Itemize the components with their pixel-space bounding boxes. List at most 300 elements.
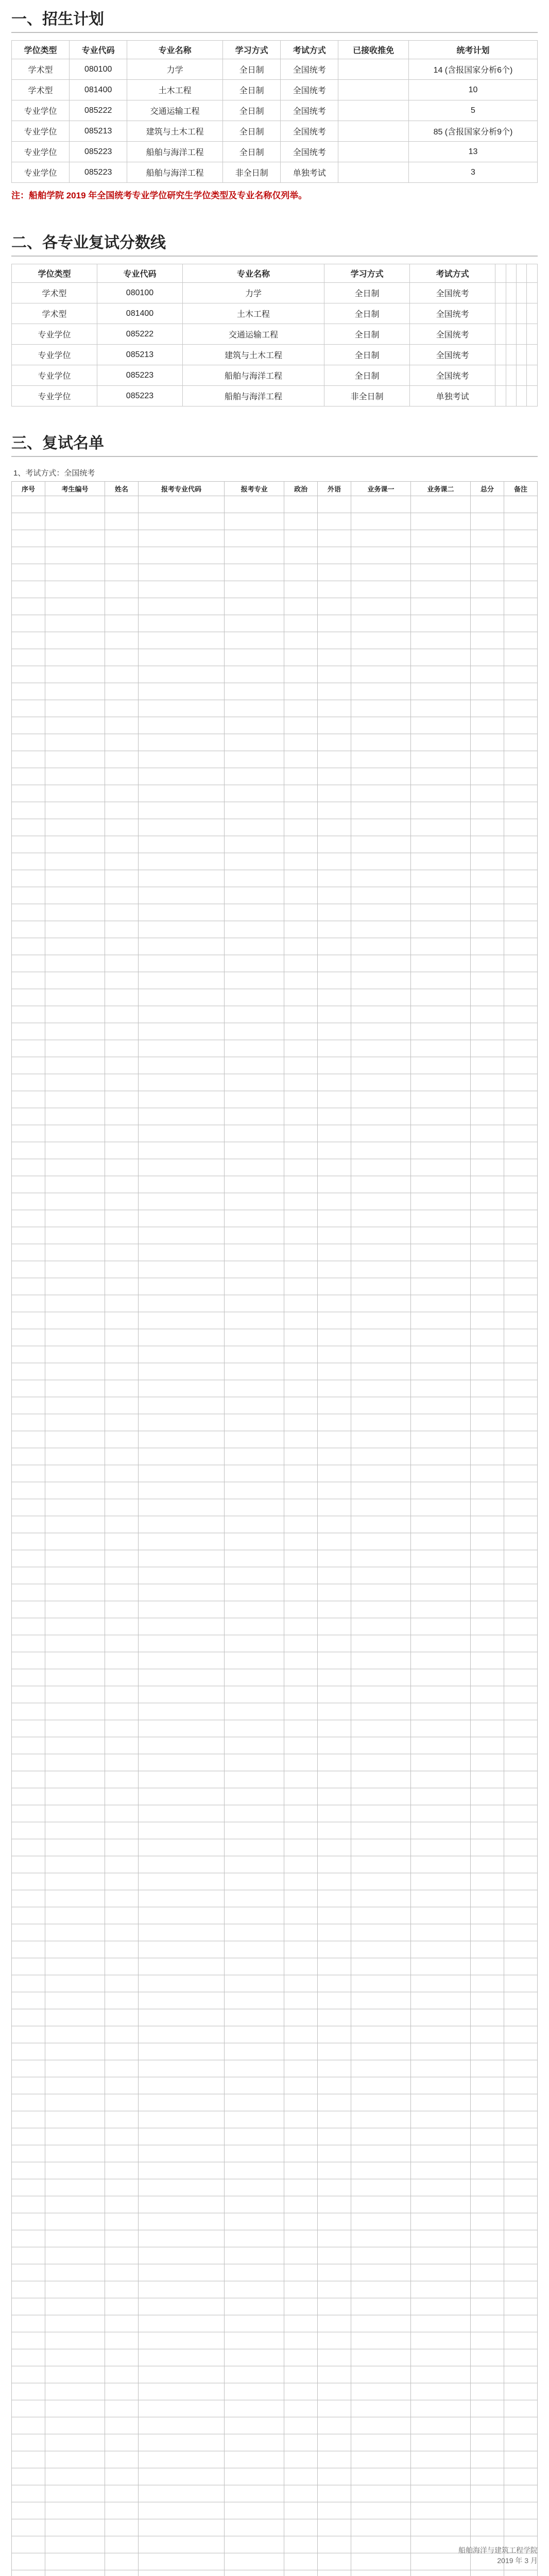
table-cell <box>12 2060 45 2077</box>
table-cell <box>138 1652 224 1669</box>
table-cell <box>12 683 45 700</box>
table-row <box>12 836 538 853</box>
table-cell <box>411 2383 471 2400</box>
table-cell <box>12 1618 45 1635</box>
table-cell <box>411 2281 471 2298</box>
table-cell <box>318 785 351 802</box>
table-cell <box>351 2315 410 2332</box>
table-cell <box>284 2264 318 2281</box>
table-cell <box>45 904 105 921</box>
plan-cell: 全国统考 <box>281 142 338 162</box>
table-row <box>12 887 538 904</box>
table-cell <box>351 1040 410 1057</box>
table-cell <box>471 1108 504 1125</box>
table-cell <box>138 1091 224 1108</box>
score-header-cell <box>506 264 516 283</box>
table-cell <box>12 1108 45 1125</box>
table-cell <box>45 1176 105 1193</box>
table-cell <box>284 2400 318 2417</box>
table-cell <box>318 1346 351 1363</box>
table-cell <box>45 1975 105 1992</box>
table-cell <box>504 1074 537 1091</box>
table-cell <box>105 632 138 649</box>
table-cell <box>504 1023 537 1040</box>
table-cell <box>45 1023 105 1040</box>
table-cell <box>105 819 138 836</box>
table-cell <box>105 2043 138 2060</box>
table-cell <box>12 2230 45 2247</box>
table-cell <box>105 1720 138 1737</box>
plan-header-cell: 已接收推免 <box>338 41 409 59</box>
plan-cell <box>338 142 409 162</box>
table-cell <box>504 2179 537 2196</box>
table-cell <box>504 1227 537 1244</box>
table-cell <box>138 1941 224 1958</box>
table-cell <box>504 1652 537 1669</box>
table-cell <box>504 1142 537 1159</box>
table-cell <box>411 2043 471 2060</box>
table-cell <box>12 1363 45 1380</box>
table-cell <box>318 1550 351 1567</box>
table-row <box>12 2570 538 2576</box>
table-cell <box>351 1516 410 1533</box>
table-cell <box>504 1380 537 1397</box>
table-cell <box>284 1822 318 1839</box>
table-row <box>12 2349 538 2366</box>
table-row <box>12 496 538 513</box>
table-cell <box>471 768 504 785</box>
table-cell <box>12 1193 45 1210</box>
table-cell <box>504 1108 537 1125</box>
table-cell <box>411 734 471 751</box>
table-cell <box>284 1533 318 1550</box>
table-cell <box>318 887 351 904</box>
table-cell <box>504 2009 537 2026</box>
score-cell: 全日制 <box>324 365 410 386</box>
table-cell <box>411 2298 471 2315</box>
table-cell <box>351 2451 410 2468</box>
table-cell <box>225 2247 284 2264</box>
table-cell <box>105 836 138 853</box>
table-cell <box>105 2247 138 2264</box>
table-row <box>12 1720 538 1737</box>
table-cell <box>138 972 224 989</box>
table-cell <box>351 632 410 649</box>
table-cell <box>284 870 318 887</box>
table-cell <box>504 853 537 870</box>
table-cell <box>504 1176 537 1193</box>
list-header-cell: 报考专业代码 <box>138 482 224 496</box>
table-cell <box>284 496 318 513</box>
table-row <box>12 2094 538 2111</box>
table-cell <box>225 1414 284 1431</box>
table-cell <box>284 2451 318 2468</box>
table-cell <box>225 1482 284 1499</box>
table-cell <box>138 2230 224 2247</box>
table-cell <box>504 2468 537 2485</box>
table-cell <box>284 1108 318 1125</box>
table-cell <box>105 2417 138 2434</box>
table-cell <box>504 1159 537 1176</box>
table-cell <box>138 2315 224 2332</box>
table-cell <box>225 1550 284 1567</box>
table-cell <box>411 513 471 530</box>
table-cell <box>45 1108 105 1125</box>
table-cell <box>351 938 410 955</box>
table-cell <box>225 1397 284 1414</box>
table-cell <box>45 1771 105 1788</box>
table-cell <box>318 1363 351 1380</box>
table-row <box>12 1992 538 2009</box>
table-row <box>12 1074 538 1091</box>
table-cell <box>504 1278 537 1295</box>
table-cell <box>351 2162 410 2179</box>
table-cell <box>45 1142 105 1159</box>
table-cell <box>504 955 537 972</box>
table-cell <box>411 632 471 649</box>
table-cell <box>351 2077 410 2094</box>
table-cell <box>138 1108 224 1125</box>
table-cell <box>105 2570 138 2576</box>
table-cell <box>284 1176 318 1193</box>
table-cell <box>225 2281 284 2298</box>
table-cell <box>471 904 504 921</box>
table-cell <box>471 1295 504 1312</box>
table-cell <box>471 1040 504 1057</box>
table-row <box>12 1244 538 1261</box>
plan-cell: 085223 <box>70 162 127 183</box>
table-cell <box>471 921 504 938</box>
table-cell <box>318 921 351 938</box>
table-cell <box>284 2315 318 2332</box>
table-cell <box>351 1975 410 1992</box>
score-cell: 全日制 <box>324 303 410 324</box>
table-cell <box>138 1788 224 1805</box>
table-row <box>12 1890 538 1907</box>
table-cell <box>318 2536 351 2553</box>
table-cell <box>318 1380 351 1397</box>
table-cell <box>351 2536 410 2553</box>
table-cell <box>45 1431 105 1448</box>
table-cell <box>105 2094 138 2111</box>
table-cell <box>504 2298 537 2315</box>
score-cell <box>527 283 538 303</box>
plan-cell: 全日制 <box>223 59 281 80</box>
table-cell <box>138 2468 224 2485</box>
table-cell <box>471 2298 504 2315</box>
table-cell <box>318 649 351 666</box>
table-cell <box>284 2468 318 2485</box>
table-cell <box>318 530 351 547</box>
table-cell <box>471 1006 504 1023</box>
table-cell <box>318 581 351 598</box>
table-cell <box>138 1822 224 1839</box>
table-cell <box>105 870 138 887</box>
table-cell <box>504 2434 537 2451</box>
table-cell <box>225 666 284 683</box>
table-cell <box>105 1941 138 1958</box>
table-cell <box>471 2213 504 2230</box>
table-cell <box>12 2077 45 2094</box>
table-cell <box>45 2179 105 2196</box>
table-cell <box>138 2060 224 2077</box>
table-cell <box>504 2332 537 2349</box>
table-row <box>12 2315 538 2332</box>
table-row <box>12 2043 538 2060</box>
table-cell <box>45 819 105 836</box>
table-cell <box>351 666 410 683</box>
table-cell <box>138 1125 224 1142</box>
table-cell <box>504 938 537 955</box>
table-row <box>12 1516 538 1533</box>
table-cell <box>504 1244 537 1261</box>
table-cell <box>471 581 504 598</box>
table-cell <box>225 1227 284 1244</box>
plan-cell <box>338 80 409 100</box>
table-cell <box>138 632 224 649</box>
table-cell <box>45 853 105 870</box>
table-cell <box>351 1023 410 1040</box>
table-cell <box>411 2468 471 2485</box>
table-cell <box>284 1227 318 1244</box>
table-row <box>12 2230 538 2247</box>
table-cell <box>471 1567 504 1584</box>
table-cell <box>138 1754 224 1771</box>
table-cell <box>284 1839 318 1856</box>
table-cell <box>284 785 318 802</box>
table-cell <box>351 1958 410 1975</box>
table-cell <box>225 2094 284 2111</box>
table-cell <box>504 1397 537 1414</box>
table-cell <box>284 1873 318 1890</box>
score-cell: 建筑与土木工程 <box>183 345 324 365</box>
table-cell <box>225 870 284 887</box>
table-cell <box>504 632 537 649</box>
table-cell <box>225 598 284 615</box>
table-cell <box>411 1312 471 1329</box>
table-cell <box>411 751 471 768</box>
table-cell <box>411 1941 471 1958</box>
table-cell <box>225 2536 284 2553</box>
table-cell <box>225 1856 284 1873</box>
table-cell <box>12 768 45 785</box>
plan-cell: 080100 <box>70 59 127 80</box>
table-cell <box>471 1618 504 1635</box>
table-cell <box>471 1210 504 1227</box>
table-cell <box>138 496 224 513</box>
table-cell <box>411 819 471 836</box>
table-cell <box>225 2366 284 2383</box>
table-cell <box>318 1006 351 1023</box>
table-cell <box>225 1006 284 1023</box>
table-cell <box>105 530 138 547</box>
table-cell <box>12 2043 45 2060</box>
table-cell <box>351 1261 410 1278</box>
table-cell <box>411 2196 471 2213</box>
table-cell <box>105 2213 138 2230</box>
table-cell <box>105 2519 138 2536</box>
table-cell <box>138 1040 224 1057</box>
table-cell <box>225 1686 284 1703</box>
table-cell <box>351 1856 410 1873</box>
table-cell <box>351 1142 410 1159</box>
table-cell <box>471 870 504 887</box>
table-cell <box>284 1754 318 1771</box>
table-cell <box>284 2145 318 2162</box>
table-cell <box>351 2247 410 2264</box>
table-cell <box>225 1108 284 1125</box>
table-cell <box>504 1346 537 1363</box>
table-cell <box>105 2281 138 2298</box>
table-cell <box>45 989 105 1006</box>
table-cell <box>45 1278 105 1295</box>
table-cell <box>471 1601 504 1618</box>
table-cell <box>138 2196 224 2213</box>
table-cell <box>12 1499 45 1516</box>
table-cell <box>351 1312 410 1329</box>
table-cell <box>138 2264 224 2281</box>
score-cell <box>506 324 516 345</box>
table-cell <box>45 615 105 632</box>
table-cell <box>318 1091 351 1108</box>
table-cell <box>225 2502 284 2519</box>
table-row <box>12 1312 538 1329</box>
table-cell <box>105 1210 138 1227</box>
table-cell <box>138 1244 224 1261</box>
table-cell <box>411 598 471 615</box>
table-cell <box>284 513 318 530</box>
table-cell <box>12 1669 45 1686</box>
table-cell <box>504 2111 537 2128</box>
table-cell <box>225 2570 284 2576</box>
table-cell <box>138 1193 224 1210</box>
table-cell <box>225 2111 284 2128</box>
table-row <box>12 1040 538 1057</box>
table-cell <box>12 2094 45 2111</box>
score-cell: 全国统考 <box>410 303 495 324</box>
table-cell <box>318 1210 351 1227</box>
table-row <box>12 1567 538 1584</box>
table-cell <box>471 1227 504 1244</box>
plan-row <box>12 80 538 100</box>
list-header-cell: 业务课一 <box>351 482 410 496</box>
table-cell <box>504 2502 537 2519</box>
table-cell <box>225 2485 284 2502</box>
table-row <box>12 1329 538 1346</box>
table-row <box>12 1975 538 1992</box>
table-cell <box>351 887 410 904</box>
table-cell <box>351 1550 410 1567</box>
table-cell <box>318 1499 351 1516</box>
table-cell <box>284 1890 318 1907</box>
plan-cell: 专业学位 <box>12 100 70 121</box>
table-cell <box>138 836 224 853</box>
table-cell <box>225 2468 284 2485</box>
table-cell <box>45 1805 105 1822</box>
score-header-cell: 考试方式 <box>410 264 495 283</box>
table-cell <box>225 734 284 751</box>
table-cell <box>504 1822 537 1839</box>
table-cell <box>12 717 45 734</box>
table-cell <box>351 1329 410 1346</box>
table-cell <box>318 904 351 921</box>
table-cell <box>471 1856 504 1873</box>
table-cell <box>138 615 224 632</box>
table-cell <box>471 2128 504 2145</box>
table-cell <box>471 2179 504 2196</box>
table-cell <box>351 2128 410 2145</box>
table-cell <box>105 768 138 785</box>
table-cell <box>471 1754 504 1771</box>
table-cell <box>411 972 471 989</box>
table-row <box>12 1431 538 1448</box>
table-cell <box>105 1805 138 1822</box>
table-cell <box>411 1958 471 1975</box>
table-cell <box>318 2366 351 2383</box>
table-cell <box>284 2383 318 2400</box>
table-cell <box>471 734 504 751</box>
table-row <box>12 581 538 598</box>
table-cell <box>504 2383 537 2400</box>
table-cell <box>105 1312 138 1329</box>
table-cell <box>105 2162 138 2179</box>
table-row <box>12 1261 538 1278</box>
table-cell <box>284 1380 318 1397</box>
table-cell <box>105 1686 138 1703</box>
table-cell <box>471 819 504 836</box>
table-row <box>12 615 538 632</box>
table-cell <box>225 717 284 734</box>
table-cell <box>351 2060 410 2077</box>
table-cell <box>45 683 105 700</box>
table-cell <box>12 1057 45 1074</box>
table-cell <box>45 2332 105 2349</box>
table-cell <box>351 2009 410 2026</box>
table-cell <box>12 1380 45 1397</box>
table-cell <box>351 1006 410 1023</box>
score-cell <box>495 303 506 324</box>
table-cell <box>351 1176 410 1193</box>
table-cell <box>138 1295 224 1312</box>
table-cell <box>318 1227 351 1244</box>
table-row <box>12 564 538 581</box>
table-cell <box>351 1431 410 1448</box>
table-cell <box>45 1346 105 1363</box>
table-cell <box>284 1924 318 1941</box>
table-cell <box>351 2553 410 2570</box>
table-cell <box>225 1771 284 1788</box>
table-cell <box>318 1822 351 1839</box>
table-row <box>12 1873 538 1890</box>
score-cell <box>527 324 538 345</box>
table-row <box>12 2026 538 2043</box>
table-cell <box>351 1584 410 1601</box>
table-cell <box>284 2094 318 2111</box>
plan-cell: 非全日制 <box>223 162 281 183</box>
table-cell <box>411 1754 471 1771</box>
table-cell <box>138 547 224 564</box>
table-cell <box>105 955 138 972</box>
table-cell <box>12 1822 45 1839</box>
table-cell <box>12 1414 45 1431</box>
table-cell <box>411 1040 471 1057</box>
table-cell <box>225 1907 284 1924</box>
table-cell <box>471 564 504 581</box>
table-row <box>12 1448 538 1465</box>
table-cell <box>225 2145 284 2162</box>
table-cell <box>471 2264 504 2281</box>
table-row <box>12 870 538 887</box>
